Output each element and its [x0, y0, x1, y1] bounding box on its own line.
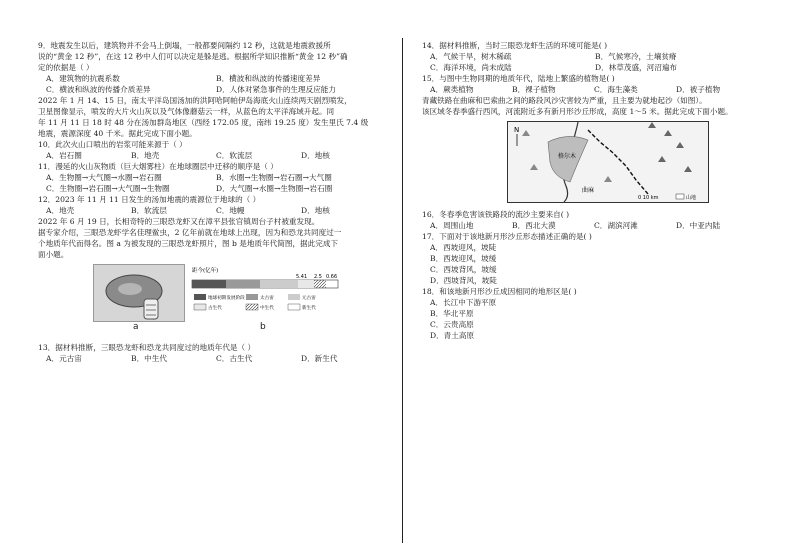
- q9-options-row2: [38, 84, 393, 95]
- left-column: [38, 40, 393, 364]
- passage-tonga: [38, 95, 393, 139]
- q12-options: [38, 205, 393, 216]
- legend-swatch-archean: [246, 294, 258, 300]
- passage-railway: [422, 95, 767, 117]
- q13-option-a[interactable]: A．元古宙: [46, 354, 82, 363]
- shrimp-photo: [93, 264, 185, 322]
- q18-stem: 18．和该地新月形沙丘成因相同的地形区是( ): [422, 287, 577, 296]
- q14-option-a[interactable]: A．气候干旱，树木稀疏: [430, 52, 512, 61]
- q17-option-b[interactable]: B．西坡迎风，坡缓: [430, 254, 497, 263]
- passage-tonga-line2: 卫星图像显示，喷发的大片火山灰以及气体像蘑菇云一样，从蓝色的太平洋海域升起。同: [38, 107, 335, 116]
- passage-shrimp-line1: 2022 年 6 月 19 日，长相奇特的三眼恐龙虾又在漳平县张官镇周台子村被重发现。: [38, 217, 320, 226]
- q10-option-b[interactable]: B．地壳: [131, 151, 160, 160]
- q10-stem: 10．此次火山口喷出的岩浆可能来源于（ ）: [38, 140, 187, 149]
- q11-option-d[interactable]: D．大气圈→水圈→生物圈→岩石圈: [216, 184, 333, 193]
- q13-stem: 13．据材料推断，三眼恐龙虾和恐龙共同度过的地质年代是（ ）: [38, 343, 256, 352]
- geotime-seg-proterozoic: [260, 280, 298, 288]
- q9-option-b[interactable]: B．横波和纵波的传播速度差异: [216, 74, 321, 83]
- geotime-chart: [190, 264, 340, 320]
- q12-option-d[interactable]: D．地核: [301, 206, 330, 215]
- north-arrow-label: N: [514, 126, 520, 134]
- q11-stem: 11．漫延的火山灰物质（巨大烟雾柱）在地球圈层中迁移的顺序是（ ）: [38, 162, 278, 171]
- passage-tonga-line3: 年 11 月 11 日 18 时 48 分在汤加群岛地区（西经 172.05 度，南纬 19.25 度）发生里氏 7.4 级: [38, 118, 369, 127]
- geotime-tick-541: 5.41: [296, 274, 308, 280]
- q15-option-c[interactable]: C．海生藻类: [594, 85, 638, 94]
- question-17: [422, 231, 767, 286]
- q15-option-d[interactable]: D．被子植物: [676, 85, 721, 94]
- passage-shrimp: [38, 216, 393, 260]
- q9-stem-line3: 定的依据是（ ）: [38, 63, 94, 72]
- legend-early: 地球初期发展阶段: [208, 296, 245, 301]
- question-12: [38, 194, 393, 216]
- geotime-seg-paleozoic: [298, 280, 314, 288]
- q18-option-d[interactable]: D．青土高原: [430, 331, 475, 340]
- q10-options: [38, 150, 393, 161]
- geotime-tick-25: 2.5: [314, 274, 322, 280]
- q11-option-b[interactable]: B．水圈→生物圈→岩石圈→大气圈: [216, 173, 332, 182]
- question-15: [422, 73, 767, 95]
- legend-swatch-paleozoic: [194, 304, 206, 310]
- q9-option-d[interactable]: D．人体对紧急事件的生理反应能力: [216, 85, 336, 94]
- q17-option-a[interactable]: A．西坡迎风，坡陡: [430, 243, 497, 252]
- q9-option-a[interactable]: A．建筑物的抗震系数: [46, 74, 120, 83]
- q16-option-d[interactable]: D．中亚内陆: [676, 221, 721, 230]
- geotime-seg-mesozoic: [314, 280, 326, 288]
- figure-label-b: b: [260, 322, 266, 332]
- q14-option-d[interactable]: D．林草茂盛，河沼遍布: [595, 63, 678, 72]
- geotime-tick-066: 0.66: [326, 274, 338, 280]
- legend-archean: 太古宙: [260, 296, 274, 301]
- map-river-label: 曲麻: [582, 187, 595, 194]
- q12-option-c[interactable]: C．地幔: [216, 206, 245, 215]
- q16-option-b[interactable]: B．西北大漠: [512, 221, 556, 230]
- q15-options: [422, 84, 767, 95]
- q14-stem: 14．据材料推断，当时三眼恐龙虾生活的环境可能是( ): [422, 41, 608, 50]
- legend-swatch-proterozoic: [288, 294, 300, 300]
- q13-option-c[interactable]: C．古生代: [216, 354, 253, 363]
- legend-mesozoic: 中生代: [260, 306, 274, 311]
- q11-option-a[interactable]: A．生物圈→大气圈→水圈→岩石圈: [46, 173, 162, 182]
- question-14: [422, 40, 767, 73]
- legend-cenozoic: 新生代: [302, 306, 316, 311]
- q13-options: [38, 353, 393, 364]
- passage-tonga-line4: 地震，震源深度 40 千米。据此完成下面小题。: [38, 129, 197, 138]
- map-place-label: 格尔木: [558, 153, 577, 160]
- q17-option-d[interactable]: D．西坡背风，坡陡: [430, 276, 497, 285]
- question-16: [422, 209, 767, 231]
- passage-railway-line2: 该区域冬春季盛行西风，河流附近多有新月形沙丘形成，高度 1～5 米。据此完成下面小题。: [422, 107, 733, 116]
- q14-option-c[interactable]: C．海洋环境，尚未成陆: [430, 63, 512, 72]
- q11-option-c[interactable]: C．生物圈→岩石圈→大气圈→生物圈: [46, 184, 170, 193]
- map-legend-label: 山地: [686, 195, 697, 201]
- legend-swatch-cenozoic: [288, 304, 300, 310]
- question-11: [38, 161, 393, 194]
- q10-option-c[interactable]: C．软流层: [216, 151, 253, 160]
- q13-option-b[interactable]: B．中生代: [131, 354, 167, 363]
- legend-proterozoic: 元古宙: [302, 296, 316, 301]
- q9-stem-line2: 说的“黄金 12 秒”，在这 12 秒中人们可以决定是躲是逃。根据所学知识推断“黄金 12 秒”确: [38, 52, 348, 61]
- figure-shrimp-geotime: [38, 264, 393, 340]
- passage-shrimp-line3: 个地质年代而得名。图 a 为被发现的三眼恐龙虾照片，图 b 是地质年代简图，据此完成下: [38, 239, 339, 248]
- q14-options-row2: [422, 62, 767, 73]
- q14-option-b[interactable]: B．气候寒冷，土壤贫瘠: [595, 52, 677, 61]
- q11-options-row1: [38, 172, 393, 183]
- q17-option-c[interactable]: C．西坡背风，坡缓: [430, 265, 497, 274]
- q15-stem: 15．与图中生物同期的地质年代，陆地上繁盛的植物是( ): [422, 74, 615, 83]
- q18-option-a[interactable]: A．长江中下游平原: [430, 298, 497, 307]
- q12-option-b[interactable]: B．软流层: [131, 206, 167, 215]
- q18-option-b[interactable]: B．华北平原: [430, 309, 474, 318]
- q10-option-d[interactable]: D．地核: [301, 151, 330, 160]
- q15-option-a[interactable]: A．蕨类植物: [430, 85, 474, 94]
- q16-option-c[interactable]: C．湖滨河滩: [594, 221, 638, 230]
- legend-swatch-early: [194, 294, 206, 300]
- passage-shrimp-line4: 面小题。: [38, 250, 69, 259]
- geotime-diagram: [190, 264, 340, 320]
- q9-stem-line1: 9．地震发生以后，建筑物并不会马上倒塌，一般都要间隔约 12 秒，这就是地震救援所: [38, 41, 331, 50]
- question-9: [38, 40, 393, 95]
- question-13: [38, 342, 393, 364]
- shrimp-illustration: [94, 265, 184, 321]
- question-18: [422, 286, 767, 341]
- legend-paleozoic: 古生代: [208, 306, 222, 311]
- q16-stem: 16．冬春季危害该铁路段的流沙主要来自( ): [422, 210, 570, 219]
- q14-options-row1: [422, 51, 767, 62]
- figure-label-a: a: [133, 322, 139, 332]
- geotime-seg-archean: [226, 280, 260, 288]
- q10-option-a[interactable]: A．岩石圈: [46, 151, 82, 160]
- map-scale-label: 0 10 km: [638, 195, 659, 201]
- passage-railway-line1: 青藏铁路在曲麻和巴索曲之间的路段风沙灾害较为严重，且主要为就地起沙（如图）。: [422, 96, 707, 105]
- q16-options: [422, 220, 767, 231]
- q16-option-a[interactable]: A．周围山地: [430, 221, 474, 230]
- q17-stem: 17．下面对于该地新月形沙丘形态描述正确的是( ): [422, 232, 592, 241]
- map-legend-swatch: [676, 194, 684, 199]
- q15-option-b[interactable]: B．裸子植物: [512, 85, 556, 94]
- column-divider: [402, 38, 403, 543]
- geotime-header: 距今(亿年): [192, 268, 219, 274]
- right-column: [422, 40, 767, 341]
- legend-swatch-mesozoic: [246, 304, 258, 310]
- map-drawing: [508, 122, 708, 202]
- passage-shrimp-line2: 据专家介绍，三眼恐龙虾学名佳理鲎虫，2 亿年前就在地球上出现，因为和恐龙共同度过一: [38, 228, 342, 237]
- q9-options-row1: [38, 73, 393, 84]
- railway-map: [507, 121, 709, 203]
- q12-stem: 12．2023 年 11 月 11 日发生的汤加地震的震源位于地球的（ ）: [38, 195, 261, 204]
- q12-option-a[interactable]: A．地壳: [46, 206, 75, 215]
- passage-tonga-line1: 2022 年 1 月 14、15 日，南太平洋岛国汤加的洪阿哈阿帕伊岛海底火山连续两天剧烈喷发，: [38, 96, 352, 105]
- q11-options-row2: [38, 183, 393, 194]
- q13-option-d[interactable]: D．新生代: [301, 354, 338, 363]
- geotime-seg-early: [192, 280, 226, 288]
- question-10: [38, 139, 393, 161]
- q9-option-c[interactable]: C．横波和纵波的传播介质差异: [46, 85, 151, 94]
- q18-option-c[interactable]: C．云贵高原: [430, 320, 474, 329]
